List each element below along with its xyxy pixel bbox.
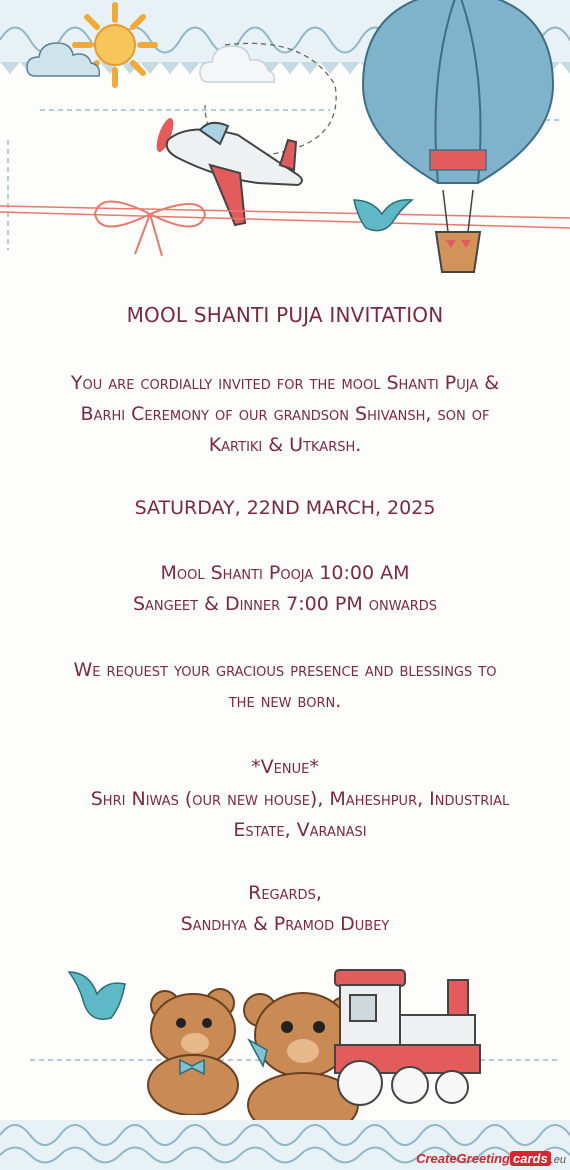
event-date: SATURDAY, 22ND MARCH, 2025 bbox=[134, 497, 436, 519]
hot-air-balloon-icon bbox=[358, 0, 558, 285]
cloud-icon bbox=[25, 38, 105, 83]
schedule bbox=[0, 558, 570, 620]
watermark-text: CreateGreeting bbox=[416, 1151, 510, 1166]
bird-icon bbox=[65, 962, 129, 1026]
venue-address bbox=[0, 784, 570, 846]
schedule-line: Mool Shanti Pooja 10:00 AM bbox=[160, 562, 410, 584]
intro-paragraph bbox=[0, 368, 570, 461]
toy-train-icon bbox=[330, 965, 490, 1115]
cloud-icon bbox=[198, 40, 278, 88]
regards-line: Regards, bbox=[248, 882, 322, 904]
request-paragraph bbox=[0, 655, 570, 717]
regards-line: Sandhya & Pramod Dubey bbox=[180, 913, 390, 935]
request-line: We request your gracious presence and blessings to bbox=[73, 659, 497, 681]
invitation-title: MOOL SHANTI PUJA INVITATION bbox=[126, 303, 444, 327]
intro-line: Barhi Ceremony of our grandson Shivansh, son of bbox=[80, 403, 490, 425]
regards bbox=[0, 878, 570, 940]
schedule-line: Sangeet & Dinner 7:00 PM onwards bbox=[132, 593, 438, 615]
venue-line: Estate, Varanasi bbox=[233, 819, 367, 841]
watermark-logo[interactable] bbox=[416, 1151, 566, 1166]
watermark-text: .eu bbox=[550, 1154, 566, 1166]
intro-line: You are cordially invited for the mool Shanti Puja & bbox=[70, 372, 500, 394]
venue-line: Shri Niwas (our new house), Maheshpur, Industrial bbox=[90, 788, 510, 810]
request-line: the new born. bbox=[228, 690, 342, 712]
watermark-text: cards bbox=[510, 1151, 551, 1166]
venue-heading: *Venue* bbox=[251, 756, 319, 778]
intro-line: Kartiki & Utkarsh. bbox=[208, 434, 362, 456]
